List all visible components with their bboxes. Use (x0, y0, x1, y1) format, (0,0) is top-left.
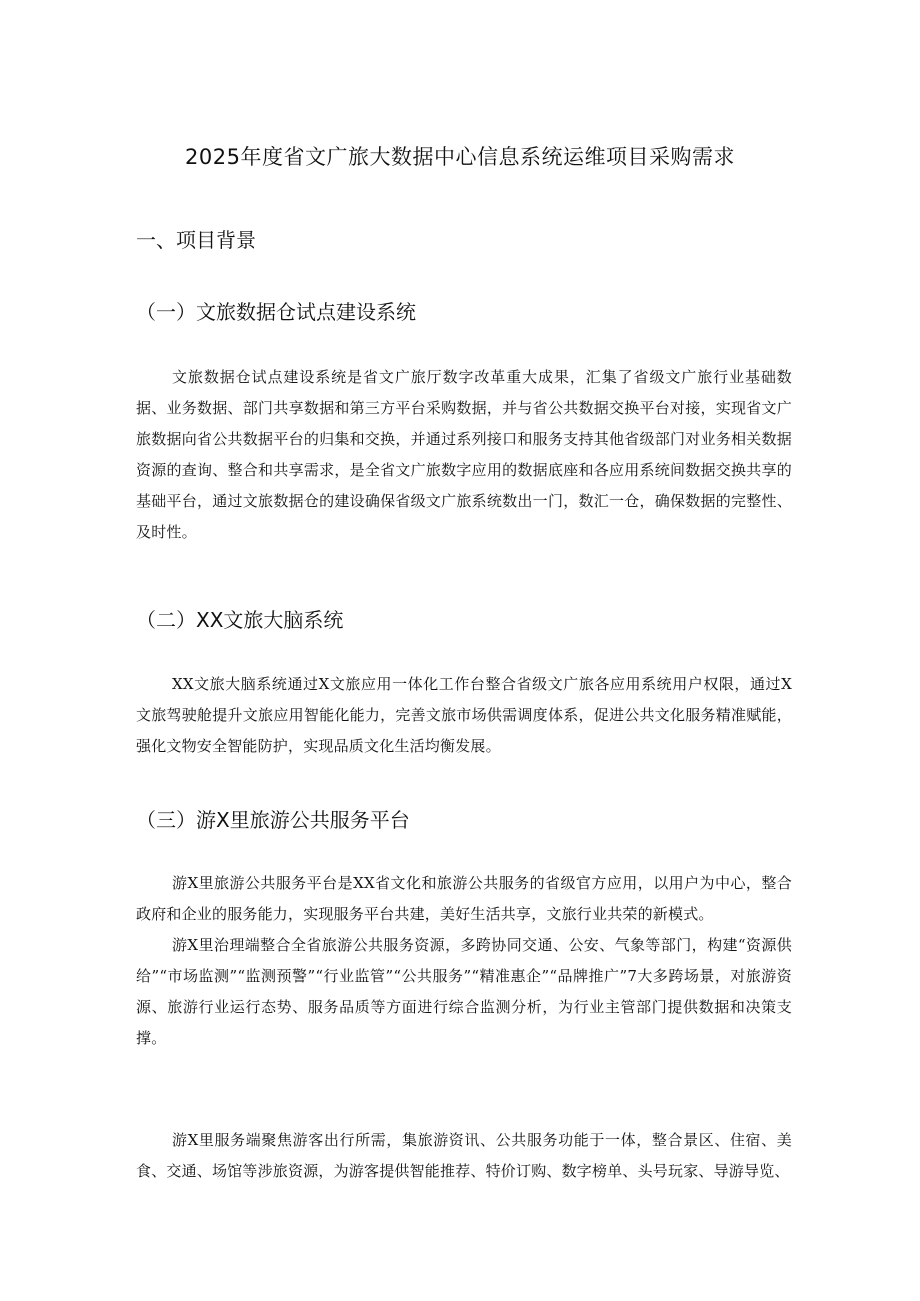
paragraph-data-warehouse: 文旅数据仓试点建设系统是省文广旅厅数字改革重大成果，汇集了省级文广旅行业基础数据、业务数据、部门共享数据和第三方平台采购数据，并与省公共数据交换平台对接，实现省文广旅数据向省公共数据平台的归集和交换，并通过系列接口和服务支持其他省级部门对业务相关数据资源的查询、整合和共享需求，是全省文广旅数字应用的数据底座和各应用系统间数据交换共享的基础平台，通过文旅数据仓的建设确保省级文广旅系统数出一门，数汇一仓，确保数据的完整性、及时性。 (136, 368, 792, 541)
subsection-heading-data-warehouse: （一）文旅数据仓试点建设系统 (136, 300, 416, 324)
subsection-heading-tourism-brain: （二）XX文旅大脑系统 (136, 608, 344, 632)
document-title: 2025年度省文广旅大数据中心信息系统运维项目采购需求 (185, 145, 735, 169)
paragraph-service-side: 游X里服务端聚焦游客出行所需，集旅游资讯、公共服务功能于一体，整合景区、住宿、美食、交通、场馆等涉旅资源，为游客提供智能推荐、特价订购、数字榜单、头号玩家、导游导览、 (136, 1131, 792, 1180)
subsection-heading-public-service-platform: （三）游X里旅游公共服务平台 (136, 808, 410, 832)
paragraph-platform-intro: 游X里旅游公共服务平台是XX省文化和旅游公共服务的省级官方应用，以用户为中心，整合政府和企业的服务能力，实现服务平台共建，美好生活共享，文旅行业共荣的新模式。 (136, 874, 792, 923)
section-heading-project-background: 一、项目背景 (136, 228, 256, 252)
paragraph-governance-side: 游X里治理端整合全省旅游公共服务资源，多跨协同交通、公安、气象等部门，构建“资源供给”“市场监测”“监测预警”“行业监管”“公共服务”“精准惠企”“品牌推广”7大多跨场景，对旅游资源、旅游行业运行态势、服务品质等方面进行综合监测分析，为行业主管部门提供数据和决策支撑。 (136, 936, 792, 1047)
paragraph-tourism-brain: XX文旅大脑系统通过X文旅应用一体化工作台整合省级文广旅各应用系统用户权限，通过X文旅驾驶舱提升文旅应用智能化能力，完善文旅市场供需调度体系，促进公共文化服务精准赋能，强化文物安全智能防护，实现品质文化生活均衡发展。 (136, 675, 792, 755)
